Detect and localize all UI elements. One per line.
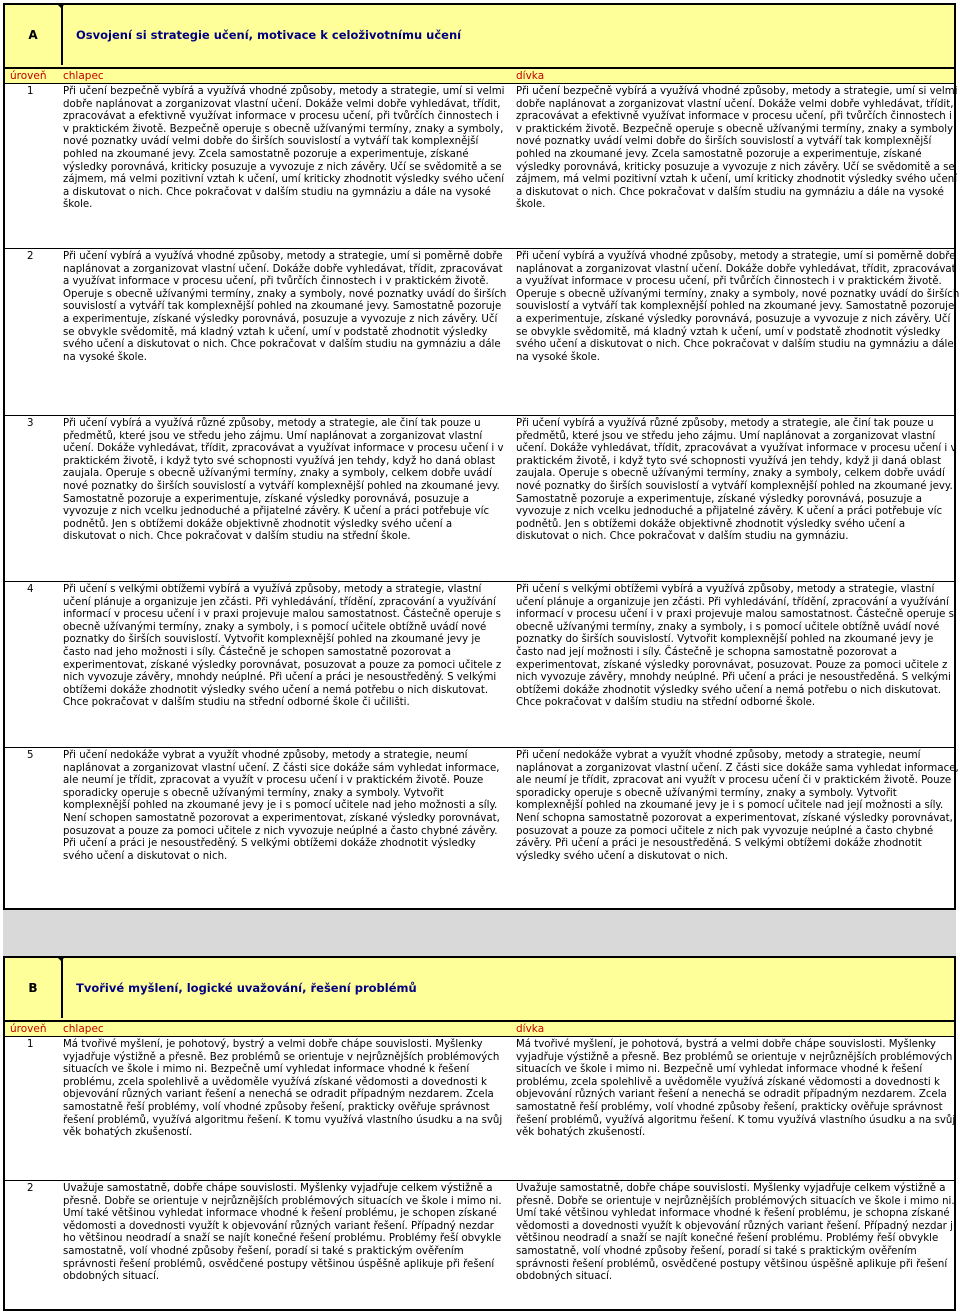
boy-description: Při učení vybírá a využívá vhodné způsoby, metody a strategie, umí si poměrně dobře naplánovat a zorganizovat vlastní učení. Dokáže dobře vyhledávat, třídit, zpracovávat a využívat informace v procesu učení, při tvůrčích činnostech i v praktickém životě. Operuje s obecně užívanými termíny, znaky a symboly, nové poznatky uvádí do širších souvislostí a vytváří tak komplexnější pohled na zkoumané jevy. Samostatně pozoruje a experimentuje, získané výsledky porovnává, posuzuje a vyvozuje z nich závěry. Učí se obvykle svědomitě, má kladný vztah k učení, umí v podstatě zhodnotit výsledky svého učení a diskutovat o nich. Chce pokračovat v dalším studiu na gymnáziu a dále na vysoké škole. [63, 251, 507, 363]
col-girl-header: dívka [516, 1023, 545, 1035]
table-row [5, 582, 954, 748]
girl-description: Uvažuje samostatně, dobře chápe souvislosti. Myšlenky vyjadřuje celkem výstižně a přesně. Dobře se orientuje v nejrůznějších problémových situacích ve škole i mimo ni. Umí také většinou vyhledat informace vhodné k řešení problému, je schopna získané vědomosti a dovednosti využít k objevování různých variant řešení. Případný nezdar ji většinou neodradí a snaží se najít konečné řešení problému. Problémy řeší obvykle samostatně, volí vhodné způsoby řešení, poradí si také s praktickým ověřením správnosti řešení problémů, osvědčené postupy většinou úspěšně aplikuje při řešení obdobných situací. [516, 1183, 956, 1283]
boy-description: Má tvořivé myšlení, je pohotový, bystrý a velmi dobře chápe souvislosti. Myšlenky vyjadřuje výstižně a přesně. Bez problémů se orientuje v nejrůznějších problémových situacích ve škole i mimo ni. Bezpečně umí vyhledat informace vhodné k řešení problému, zcela spolehlivě a uvědoměle využívá získané vědomosti a dovednosti k objevování různých variant řešení a nenechá se odradit případným nezdarem. Zcela samostatně řeší problémy, volí vhodné způsoby řešení, prakticky ověřuje správnost řešení problémů, využívá algoritmu řešení. K tomu využívá vlastního úsudku a na svůj věk bohatých zkušeností. [63, 1039, 503, 1139]
table-row [5, 416, 957, 582]
girl-description: Při učení vybírá a využívá vhodné způsoby, metody a strategie, umí si poměrně dobře naplánovat a zorganizovat vlastní učení. Dokáže dobře vyhledávat, třídit, zpracovávat a využívat informace v procesu učení, při tvůrčích činnostech i v praktickém životě. Operuje s obecně užívanými termíny, znaky a symboly, nové poznatky uvádí do širších souvislostí a vytváří tak komplexnější pohled na zkoumané jevy. Samostatně pozoruje a experimentuje, získané výsledky porovnává, posuzuje a vyvozuje z nich závěry. Učí se obvykle svědomitě, má kladný vztah k učení, umí v podstatě zhodnotit výsledky svého učení a diskutovat o nich. Chce pokračovat v dalším studiu na gymnáziu a dále na vysoké škole. [516, 251, 960, 363]
row-level: 4 [27, 584, 34, 595]
row-level: 2 [27, 1183, 34, 1194]
table-row [5, 1037, 954, 1181]
row-level: 5 [27, 750, 34, 761]
boy-description: Uvažuje samostatně, dobře chápe souvislosti. Myšlenky vyjadřuje celkem výstižně a přesně. Dobře se orientuje v nejrůznějších problémových situacích ve škole i mimo ni. Umí také většinou vyhledat informace vhodné k řešení problému, je schopen získané vědomosti a dovednosti využít k objevování různých variant řešení. Případný nezdar ho většinou neodradí a snaží se najít konečné řešení problému. Problémy řeší obvykle samostatně, volí vhodné způsoby řešení, poradí si také s praktickým ověřením správnosti řešení problémů, osvědčené postupy většinou úspěšně aplikuje při řešení obdobných situací. [63, 1183, 502, 1283]
boy-description: Při učení nedokáže vybrat a využít vhodné způsoby, metody a strategie, neumí naplánovat a zorganizovat vlastní učení. Z části sice dokáže sám vyhledat informace, ale neumí je třídit, zpracovat a využít v procesu učení i v praktickém životě. Pouze sporadicky operuje s obecně užívanými termíny, znaky a symboly. Vytvořit komplexnější pohled na zkoumané jevy je i s pomocí učitele nad jeho možnosti a síly. Není schopen samostatně pozorovat a experimentovat, získané výsledky porovnávat, posuzovat a pouze za pomoci učitele z nich vyvozuje neúplné a často chybné závěry. Při učení a práci je nesoustředěný. S velkými obtížemi dokáže zhodnotit výsledky svého učení a diskutovat o nich. [63, 750, 500, 862]
column-header-row [5, 1022, 954, 1037]
col-boy-header: chlapec [63, 70, 104, 82]
row-level: 3 [27, 418, 34, 429]
table-row [5, 1181, 954, 1311]
col-level-header: úroveň [10, 1023, 47, 1035]
section-a [3, 3, 960, 910]
girl-description: Při učení s velkými obtížemi vybírá a využívá způsoby, metody a strategie, vlastní učení plánuje a organizuje jen zčásti. Při vyhledávání, třídění, zpracování a využívání informací v procesu učení i v praxi projevuje malou samostatnost. Částečně operuje s obecně užívanými termíny, znaky a symboly, i s pomocí učitele obtížně uvádí nové poznatky do širších souvislostí. Vytvořit komplexnější pohled na zkoumané jevy je často nad její možnosti i síly. Částečně je schopna samostatně pozorovat a experimentovat, získané výsledky porovnávat, posuzovat. Pouze za pomoci učitele z nich vyvozuje závěry, mnohdy neúplné. Při učení a práci je nesoustředěná. S velkými obtížemi dokáže zhodnotit výsledky svého učení a nemá potřebu o nich diskutovat. Chce pokračovat v dalším studiu na střední odborné škole. [516, 584, 954, 709]
dropdown-marker-icon[interactable] [57, 4, 65, 8]
girl-description: Při učení nedokáže vybrat a využít vhodné způsoby, metody a strategie, neumí naplánovat a zorganizovat vlastní učení. Z části sice dokáže sama vyhledat informace, ale neumí je třídit, zpracovat ani využít v procesu učení či v praktickém životě. Pouze sporadicky operuje s obecně užívanými termíny, znaky a symboly. Vytvořit komplexnější pohled na zkoumané jevy je i s pomocí učitele nad její možnosti a síly. Není schopna samostatně pozorovat a experimentovat, získané výsledky porovnávat, posuzovat a pouze za pomoci učitele z nich pak vyvozuje neúplné a často chybné závěry. Při učení a práci je nesoustředěná. S velkými obtížemi dokáže zhodnotit výsledky svého učení a diskutovat o nich. [516, 750, 959, 862]
col-girl-header: dívka [516, 70, 545, 82]
girl-description: Při učení vybírá a využívá různé způsoby, metody a strategie, ale činí tak pouze u předmětů, které jsou ve středu jeho zájmu. Umí naplánovat a zorganizovat vlastní učení. Dokáže vyhledávat, třídit, zpracovávat a využívat informace v procesu učení i v praktickém životě, i když tyto své schopnosti využívá jen tehdy, když ji daná oblast zaujala. Operuje s obecně užívanými termíny, znaky a symboly, celkem dobře uvádí nové poznatky do širších souvislostí a vytváří komplexnější pohled na zkoumané jevy. Samostatně pozoruje a experimentuje, získané výsledky porovnává, posuzuje a vyvozuje z nich vcelku jednoduché a přijatelné závěry. K učení a práci potřebuje víc podnětů. Jen s obtížemi dokáže objektivně zhodnotit výsledky svého učení a diskutovat o nich. Chce pokračovat v dalším studiu na gymnáziu. [516, 418, 957, 543]
boy-description: Při učení s velkými obtížemi vybírá a využívá způsoby, metody a strategie, vlastní učení plánuje a organizuje jen zčásti. Při vyhledávání, třídění, zpracování a využívání informací v procesu učení i v praxi projevuje malou samostatnost. Částečně operuje s obecně užívanými termíny, znaky a symboly, i s pomocí učitele obtížně uvádí nové poznatky do širších souvislostí. Vytvořit komplexnější pohled na zkoumané jevy je často nad jeho možnosti i síly. Částečně je schopen samostatně pozorovat a experimentovat, získané výsledky porovnávat, posuzovat a pouze za pomoci učitele z nich vyvozuje závěry, mnohdy neúplné. Při učení a práci je nesoustředěný. S velkými obtížemi dokáže zhodnotit výsledky svého učení a nemá potřebu o nich diskutovat. Chce pokračovat v dalším studiu na střední odborné škole či učilišti. [63, 584, 502, 709]
girl-description: Má tvořivé myšlení, je pohotová, bystrá a velmi dobře chápe souvislosti. Myšlenky vyjadřuje výstižně a přesně. Bez problémů se orientuje v nejrůznějších problémových situacích ve škole i mimo ni. Bezpečně umí vyhledat informace vhodné k řešení problému, zcela spolehlivě a uvědoměle využívá získané vědomosti a dovednosti k objevování různých variant řešení a nenechá se odradit případným nezdarem. Zcela samostatně řeší problémy, volí vhodné způsoby řešení, prakticky ověřuje správnost řešení problémů, využívá algoritmu řešení. K tomu využívá vlastního úsudku a na svůj věk bohatých zkušeností. [516, 1039, 956, 1139]
table-row [5, 249, 960, 416]
column-header-row [5, 69, 954, 84]
section-separator [3, 910, 956, 956]
section-title: Tvořivé myšlení, logické uvažování, řešení problémů [76, 980, 417, 995]
table-row [5, 748, 959, 914]
section-letter: B [5, 958, 63, 1018]
col-level-header: úroveň [10, 70, 47, 82]
section-title: Osvojení si strategie učení, motivace k celoživotnímu učení [76, 27, 462, 42]
boy-description: Při učení vybírá a využívá různé způsoby, metody a strategie, ale činí tak pouze u předmětů, které jsou ve středu jeho zájmu. Umí naplánovat a zorganizovat vlastní učení. Dokáže vyhledávat, třídit, zpracovávat a využívat informace v procesu učení i v praktickém životě, i když tyto své schopnosti využívá jen tehdy, když ho daná oblast zaujala. Operuje s obecně užívanými termíny, znaky a symboly, celkem dobře uvádí nové poznatky do širších souvislostí a vytváří komplexnější pohled na zkoumané jevy. Samostatně pozoruje a experimentuje, získané výsledky porovnává, posuzuje a vyvozuje z nich vcelku jednoduché a přijatelné závěry. K učení a práci potřebuje víc podnětů. Jen s obtížemi dokáže objektivně zhodnotit výsledky svého učení a diskutovat o nich. Chce pokračovat v dalším studiu na střední škole. [63, 418, 504, 543]
section-letter: A [5, 5, 63, 65]
col-boy-header: chlapec [63, 1023, 104, 1035]
boy-description: Při učení bezpečně vybírá a využívá vhodné způsoby, metody a strategie, umí si velmi dobře naplánovat a zorganizovat vlastní učení. Dokáže velmi dobře vyhledávat, třídit, zpracovávat a efektivně využívat informace v procesu učení, při tvůrčích činnostech i v praktickém životě. Bezpečně operuje s obecně užívanými termíny, znaky a symboly, nové poznatky uvádí velmi dobře do širších souvislostí a vytváří tak komplexnější pohled na zkoumané jevy. Zcela samostatně pozoruje a experimentuje, získané výsledky porovnává, kriticky posuzuje a vyvozuje z nich závěry. Učí se svědomitě a se zájmem, má velmi pozitivní vztah k učení, umí kriticky zhodnotit výsledky svého učení a diskutovat o nich. Chce pokračovat v dalším studiu na gymnáziu a dále na vysoké škole. [63, 86, 505, 211]
table-row [5, 84, 958, 249]
section-b [3, 956, 956, 1311]
dropdown-marker-icon[interactable] [57, 957, 65, 961]
row-level: 1 [27, 1039, 34, 1050]
section-header [5, 958, 954, 1022]
row-level: 2 [27, 251, 34, 262]
girl-description: Při učení bezpečně vybírá a využívá vhodné způsoby, metody a strategie, umí si velmi dobře naplánovat a zorganizovat vlastní učení. Dokáže velmi dobře vyhledávat, třídit, zpracovávat a efektivně využívat informace v procesu učení, při tvůrčích činnostech i v praktickém životě. Bezpečně operuje s obecně užívanými termíny, znaky a symboly, nové poznatky uvádí velmi dobře do širších souvislostí a vytváří tak komplexnější pohled na zkoumané jevy. Zcela samostatně pozoruje a experimentuje, získané výsledky porovnává, kriticky posuzuje a vyvozuje z nich závěry. Učí se svědomitě a se zájmem, má velmi pozitivní vztah k učení, umí kriticky zhodnotit výsledky svého učení a diskutovat o nich. Chce pokračovat v dalším studiu na gymnáziu a dále na vysoké škole. [516, 86, 958, 211]
section-header [5, 5, 954, 69]
row-level: 1 [27, 86, 34, 97]
